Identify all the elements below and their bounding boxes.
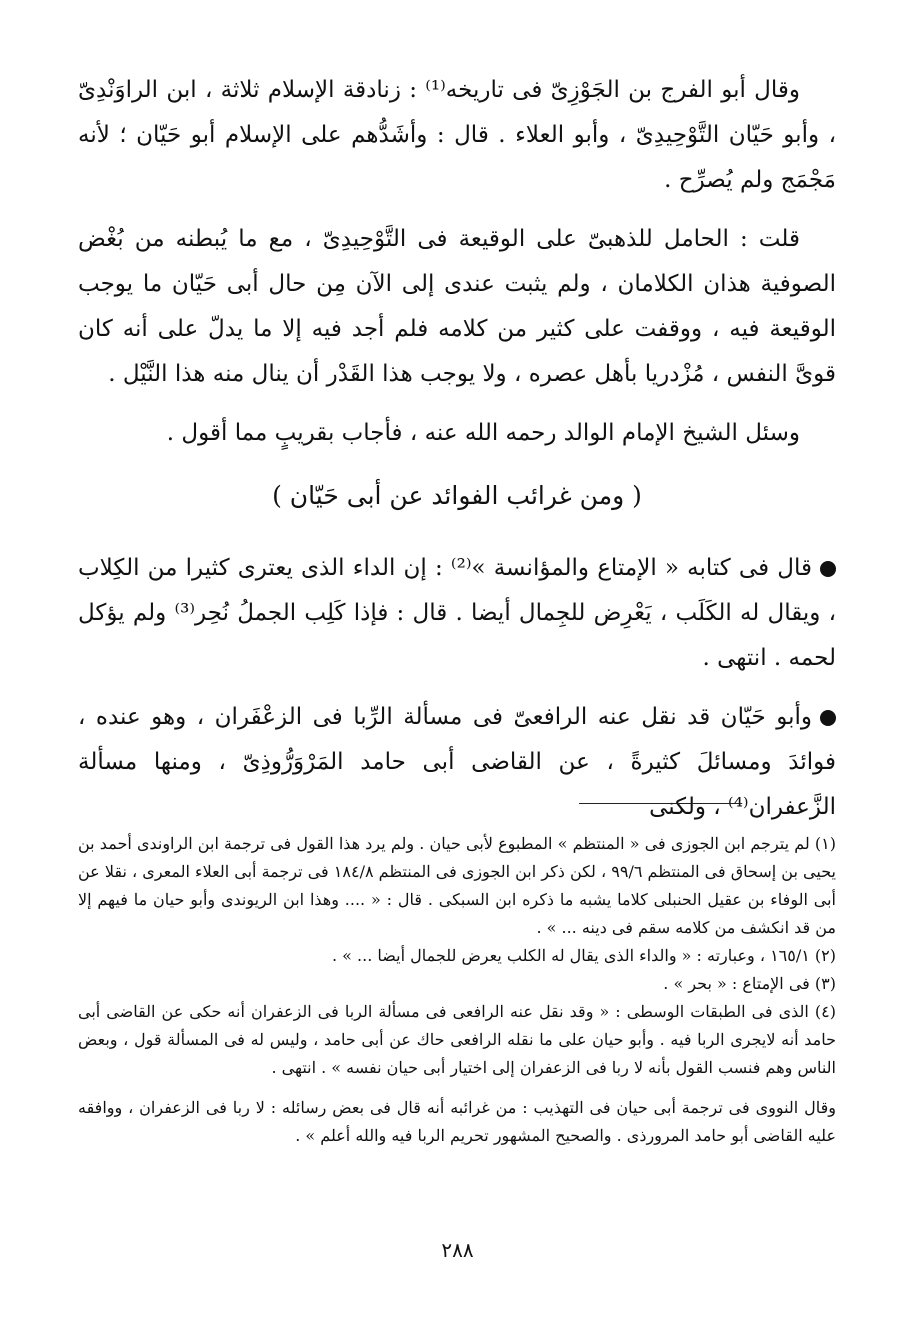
page-number: ٢٨٨: [441, 1238, 474, 1262]
footnotes: [78, 830, 836, 1150]
paragraph-5-text: وأبو حَيّان قد نقل عنه الرافعىّ فى مسألة الرِّبا فى الزعْفَران ، وهو عنده ، فوائدَ ومسائلَ كثيرةً ، عن القاضى أبى حامد المَرْوَرُّوذِىّ ، ومنها مسألة الزَّعفران⁽⁴⁾ ، ولكنى: [78, 704, 836, 820]
section-heading: ( ومن غرائب الفوائد عن أبى حَيّان ): [272, 481, 642, 510]
paragraph-5: [78, 695, 836, 830]
paragraph-3: وسئل الشيخ الإمام الوالد رحمه الله عنه ، فأجاب بقريبٍ مما أقول .: [166, 420, 800, 446]
bullet-icon: [820, 710, 836, 726]
bullet-icon: [820, 561, 836, 577]
footnote-1: (١) لم يترجم ابن الجوزى فى « المنتظم » المطبوع لأبى حيان . ولم يرد هذا القول فى ترجمة ابن الراوندى أحمد بن يحيى بن إسحاق فى المنتظم ٩٩/٦ ، لكن ذكر ابن الجوزى فى المنتظم ١٨٤/٨ فى ترجمة أبى العلاء المعرى ، نقلا عن أبى الوفاء بن عقيل الحنبلى كلاما يشبه ما ذكره ابن السبكى . قال : « .... وهذا ابن الريوندى وأبو حيان ما فيهم إلا من قد انكشف من كلامه سقم فى دينه ... » .: [78, 834, 836, 937]
footnote-3: (٣) فى الإمتاع : « بحر » .: [663, 974, 836, 993]
paragraph-2: قلت : الحامل للذهبىّ على الوقيعة فى التَّوْحِيدِىّ ، مع ما يُبطنه من بُغْض الصوفية هذان الكلامان ، ولم يثبت عندى إلى الآن مِن حال أبى حَيّان ما يوجب الوقيعة فيه ، ووقفت على كثير من كلامه فلم أجد فيه إلا ما يدلّ على أنه كان قوىَّ النفس ، مُزْدريا بأهل عصره ، ولا يوجب هذا القَدْر أن ينال منه هذا النَّيْل .: [78, 226, 836, 387]
footnote-4: (٤) الذى فى الطبقات الوسطى : « وقد نقل عنه الرافعى فى مسألة الربا فى الزعفران أنه حكى عن القاضى أبى حامد أنه لايجرى الربا فيه . وأبو حيان على ما نقله الرافعى حاك عن أبى حامد ، وليس له فى المسألة قول ، وبعض الناس وهم فنسب القول بأنه لا ربا فى الزعفران إلى اختيار أبى حيان نفسه » . انتهى .: [78, 1002, 837, 1077]
main-text: [78, 68, 836, 844]
paragraph-1: وقال أبو الفرج بن الجَوْزِىّ فى تاريخه⁽¹⁾ : زنادقة الإسلام ثلاثة ، ابن الراوَنْدِىّ ، وأبو حَيّان التَّوْحِيدِىّ ، وأبو العلاء . قال : وأشَدُّهم على الإسلام أبو حَيّان ؛ لأنه مَجْمَج ولم يُصرِّح .: [78, 77, 836, 193]
footnote-2: (٢) ١٦٥/١ ، وعبارته : « والداء الذى يقال له الكلب يعرض للجمال أيضا ... » .: [332, 946, 836, 965]
paragraph-4: [78, 546, 836, 681]
footnote-continuation: وقال النووى فى ترجمة أبى حيان فى التهذيب : من غرائبه أنه قال فى بعض رسائله : لا ربا فى الزعفران ، ووافقه عليه القاضى أبو حامد المرورذى . والصحيح المشهور تحريم الربا فيه والله أعلم » .: [78, 1098, 836, 1145]
paragraph-4-text: قال فى كتابه « الإمتاع والمؤانسة »⁽²⁾ : إن الداء الذى يعترى كثيرا من الكِلاب ، ويقال له الكَلَب ، يَعْرِض للجِمال أيضا . قال : فإذا كَلِب الجملُ نُحِر⁽³⁾ ولم يؤكل لحمه . انتهى .: [78, 555, 836, 671]
footnote-divider: [579, 803, 739, 804]
